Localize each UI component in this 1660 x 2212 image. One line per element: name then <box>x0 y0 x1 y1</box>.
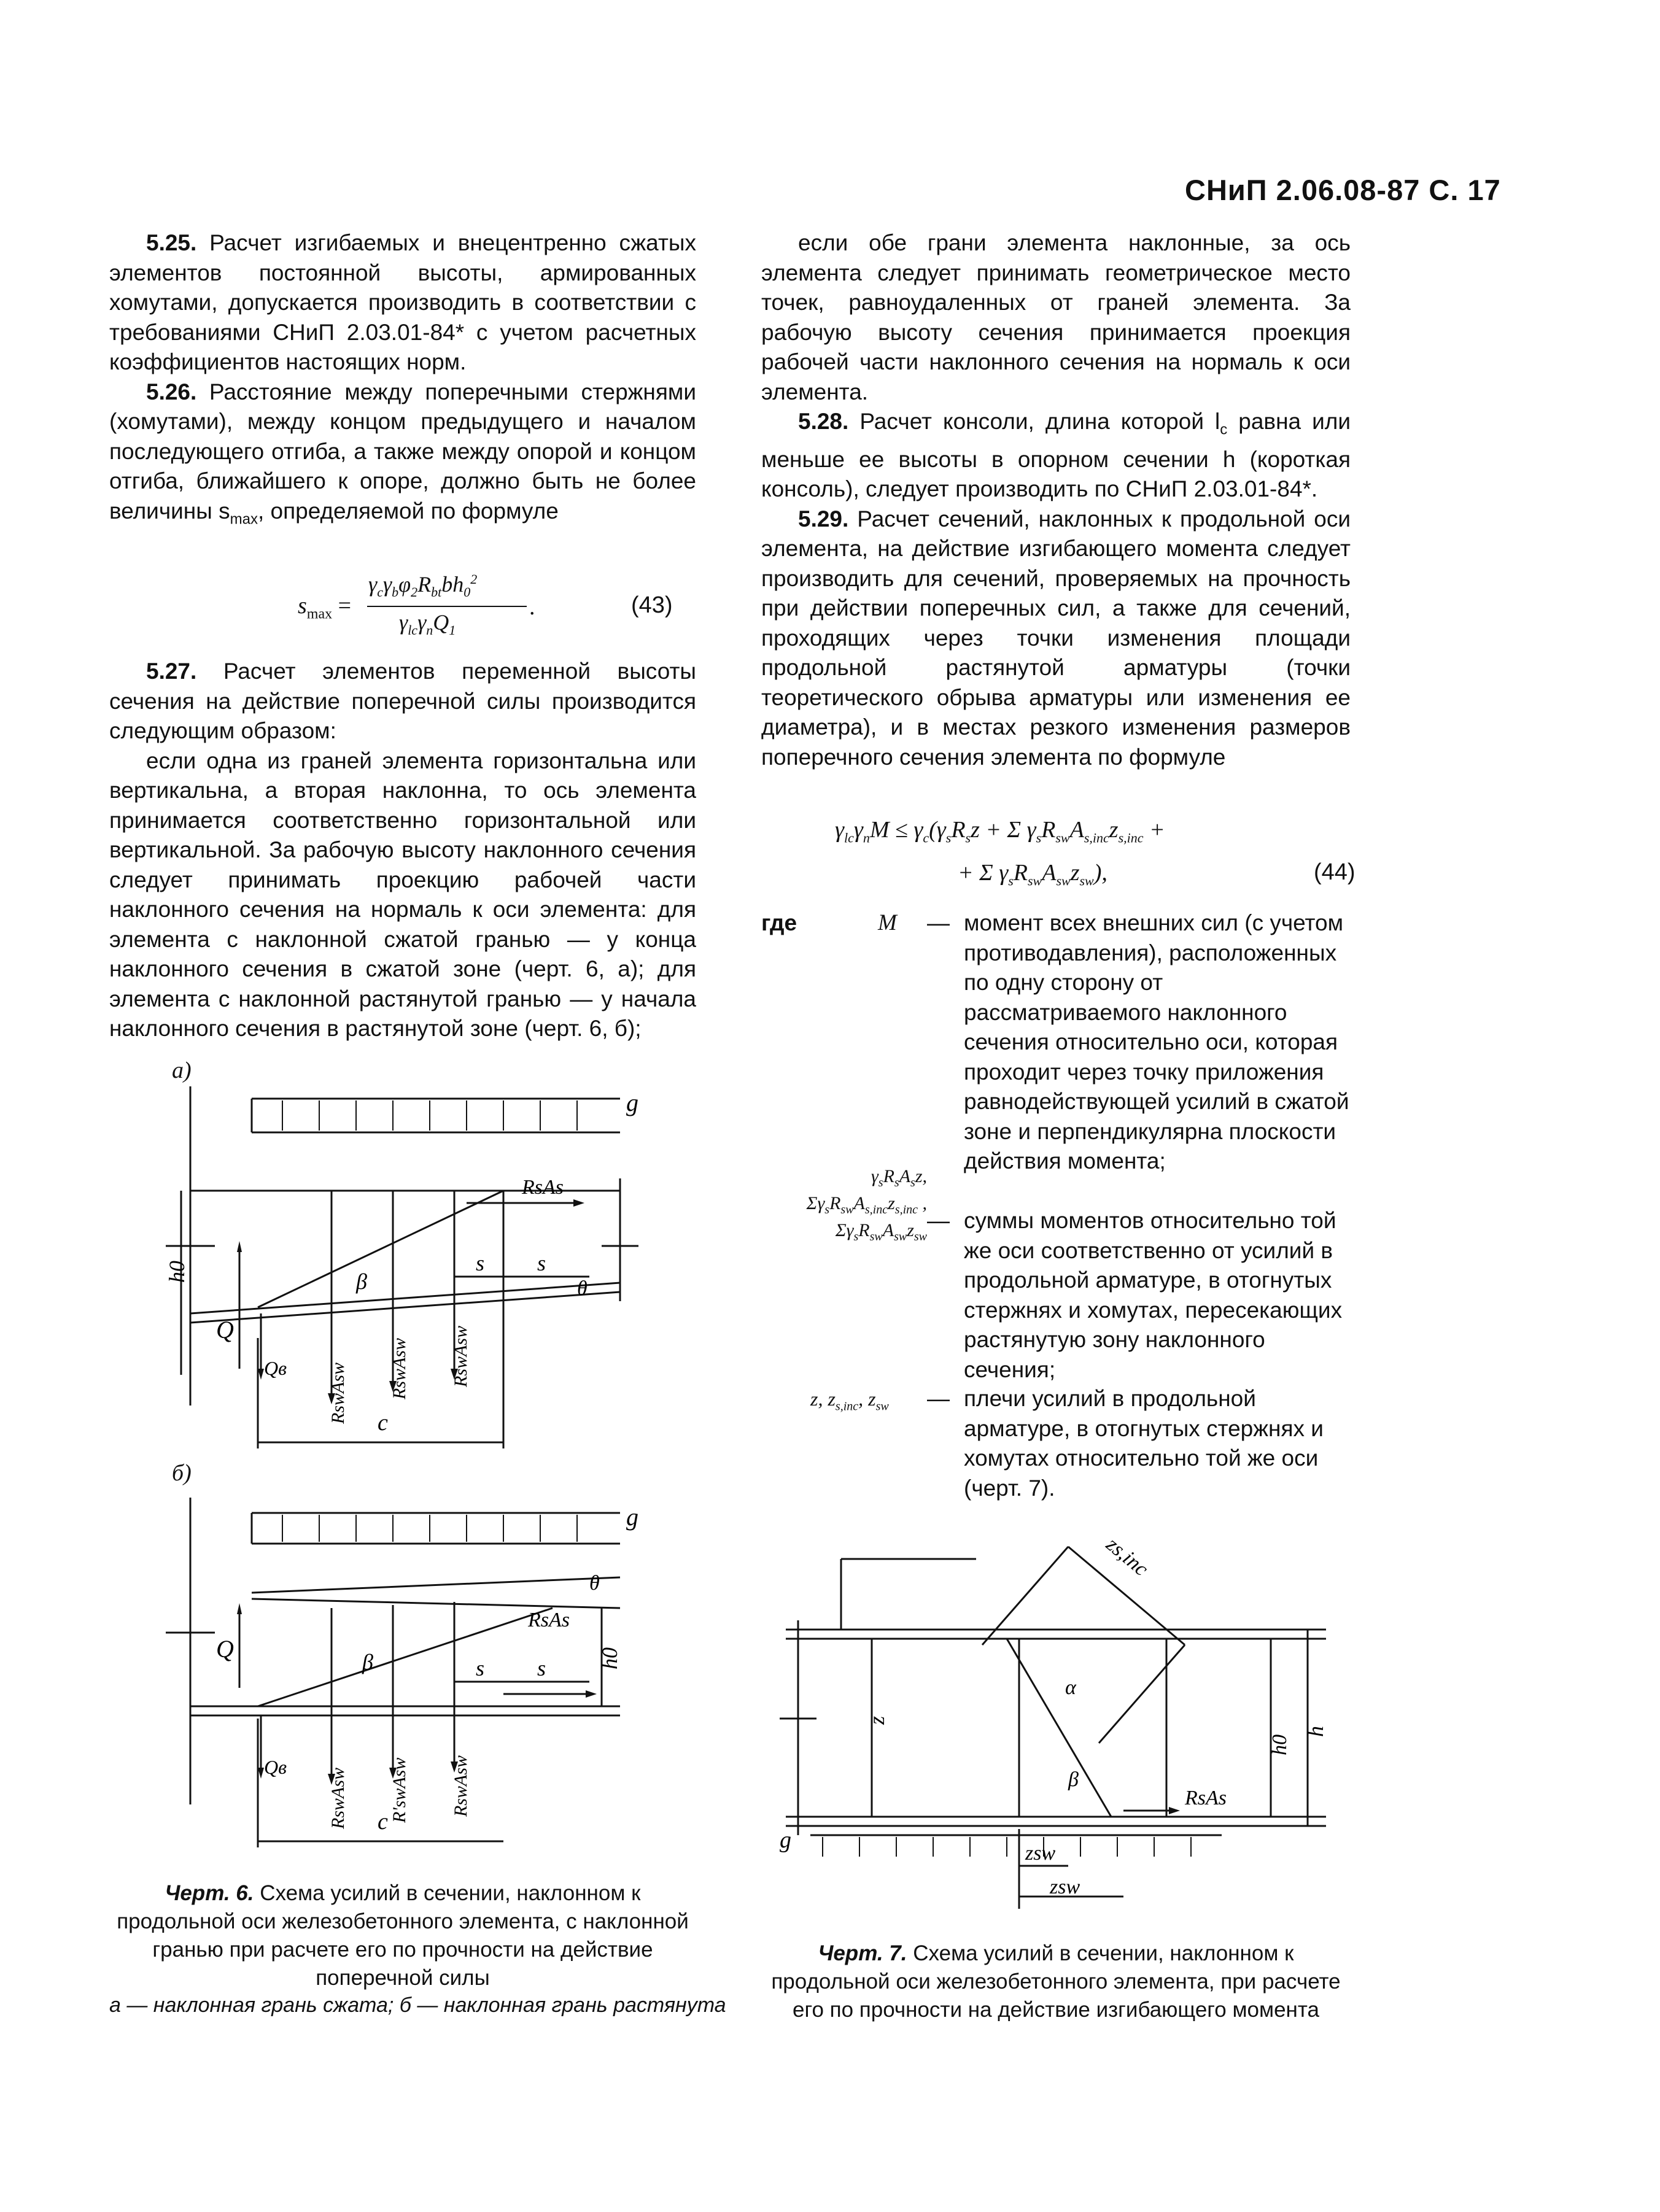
label-RswAsw-prime: R'swAsw <box>389 1757 409 1823</box>
definitions: где M — момент всех внешних сил (с учетом противодавления), расположенных по одну сторону от рассматриваемого наклонного сечения относительно оси, которая проходит через точку приложения равнодействующей усилий в сжатой зоне и перпендикулярна плоскости действия момента; $\gamma_sR_sA_sz$, $\Sigma\gamma_sR_{sw}A_{s,inc}z_{s,inc}$ , $\Sigma\gamma_sR_{sw}A_{sw}z_{sw}$ — суммы моментов относительно той же оси соответственно от усилий в продольной арматуре, в отогнутых стержнях и хомутах, пересекающих растянутую зону наклонного сечения; z, $z_{s,inc}$, $z_{sw}$ — плечи усилий в продольной арматуре, в отогнутых стержнях и хомутах относительно той же оси (черт. 7). <box>761 908 1351 1491</box>
clause-number: 5.29. <box>798 506 849 532</box>
label-s: s <box>476 1656 485 1680</box>
clause-number: 5.27. <box>146 659 197 684</box>
paragraph-5-27 <box>109 657 696 746</box>
subscript: max <box>306 606 333 622</box>
clause-text: Расчет изгибаемых и внецентренно сжатых элементов постоянной высоты, армированных хомутами, допускается производить в соответствии с требованиями СНиП 2.03.01-84* с учетом расчетных коэффициентов настоящих норм. <box>109 230 696 374</box>
label-g: g <box>780 1827 791 1853</box>
def-text: плечи усилий в продольной арматуре, в отогнутых стержнях и хомутах относительно той же оси (черт. 7). <box>964 1386 1324 1501</box>
label-RsAs: RsAs <box>528 1609 570 1631</box>
right-column <box>761 228 1351 772</box>
formula-44: $\gamma_{lc}\gamma_nM \le \gamma_c(\gamma_sR_sz + \Sigma$ $\gamma_sR_{sw}A_{s,inc}z_{s,inc}$ + + Σ $\gamma_sR_{sw}A_{sw}z_{sw}$), (44) <box>835 817 1356 889</box>
label-theta: θ <box>577 1277 588 1300</box>
figure-6b <box>160 1485 700 1860</box>
clause-number: 5.25. <box>146 230 197 255</box>
label-Qb: Qв <box>264 1357 287 1379</box>
clause-text: Расчет элементов переменной высоты сечения на действие поперечной силы производится следующим образом: <box>109 659 697 743</box>
clause-number: 5.26. <box>146 379 197 404</box>
label-RswAsw: RswAsw <box>451 1325 471 1387</box>
label-theta: θ <box>589 1572 600 1595</box>
label-beta: β <box>1068 1768 1079 1791</box>
label-s: s <box>476 1251 485 1275</box>
caption-text: Схема усилий в сечении, наклонном к продольной оси железобетонного элемента, с наклонной гранью при расчете его по прочности на действие поперечной силы <box>117 1881 689 1990</box>
page-header: СНиП 2.06.08-87 С. 17 <box>1185 174 1501 206</box>
label-h0: h0 <box>1268 1734 1291 1755</box>
paragraph-5-29 <box>761 505 1351 773</box>
formula-43: $s_{max}$ = $\gamma_c\gamma_b\varphi_2R_{bt}bh_0^2$ $\gamma_{lc}\gamma_nQ_1$ . (43) <box>298 571 673 638</box>
paragraph-5-25 <box>109 228 696 377</box>
paragraph-5-28 <box>761 407 1351 505</box>
left-column-continued <box>109 657 696 1044</box>
where-label: где <box>761 910 797 935</box>
label-g: g <box>626 1503 638 1531</box>
label-s: s <box>537 1656 546 1680</box>
label-c: c <box>378 1410 388 1436</box>
def-text: суммы моментов относительно той же оси соответственно от усилий в продольной арматуре, в отогнутых стержнях и хомутах, пересекающих растянутую зону наклонного сечения; <box>964 1208 1343 1382</box>
label-h0: h0 <box>165 1261 189 1283</box>
figure-6-subcaption: а — наклонная грань сжата; б — наклонная грань растянута <box>109 1994 726 2017</box>
label-RswAsw: RswAsw <box>328 1767 348 1829</box>
def-dash: — <box>927 1386 950 1411</box>
formula-number: (43) <box>631 592 673 618</box>
label-beta: β <box>362 1650 373 1674</box>
label-RswAsw: RswAsw <box>328 1362 348 1424</box>
label-g: g <box>626 1089 638 1116</box>
label-RsAs: RsAs <box>1185 1787 1227 1809</box>
clause-number: 5.28. <box>798 409 849 434</box>
label-z: z <box>864 1715 889 1725</box>
label-Q: Q <box>216 1316 234 1344</box>
label-h0: h0 <box>597 1647 622 1669</box>
figure-6a <box>160 1080 700 1455</box>
label-Q: Q <box>216 1635 234 1663</box>
label-RswAsw: RswAsw <box>389 1337 409 1399</box>
label-zsinc: zs,inc <box>1101 1533 1153 1581</box>
label-c: c <box>378 1809 388 1835</box>
caption-text: Схема усилий в сечении, наклонном к продольной оси железобетонного элемента, при расчете его по прочности на действие изгибающего момента <box>771 1941 1341 2022</box>
label-h: h <box>1303 1726 1328 1737</box>
clause-text: , определяемой по формуле <box>257 498 559 524</box>
paragraph-5-26 <box>109 377 696 535</box>
figure-6-b-label: б) <box>172 1460 192 1486</box>
clause-text: Расчет сечений, наклонных к продольной оси элемента, на действие изгибающего момента следует производить для сечений, проверяемых на прочность при действии поперечных сил, а также для сечений, проходящих через точки изменения площади продольной растянутой арматуры (точки теоретического обрыва арматуры или изменения ее диаметра), и в местах резкого изменения размеров поперечного сечения элемента по формуле <box>761 506 1351 770</box>
subscript: max <box>230 510 258 527</box>
label-RswAsw: RswAsw <box>451 1755 471 1817</box>
paragraph-5-27-cont: если обе грани элемента наклонные, за ось элемента следует принимать геометрическое место точек, равноудаленных от граней элемента. За рабочую высоту сечения принимается проекция рабочей части наклонного сечения на нормаль к оси элемента. <box>761 230 1351 404</box>
paragraph-5-27-item: если одна из граней элемента горизонтальна или вертикальна, а вторая наклонна, то ось элемента принимается соответственно горизонтальной или вертикальной. За рабочую высоту наклонного сечения следует принимать проекцию рабочей части наклонного сечения на нормаль к оси элемента: для элемента с наклонной сжатой гранью — у конца наклонного сечения в сжатой зоне (черт. 6, а); для элемента с наклонной растянутой гранью — у начала наклонного сечения в растянутой зоне (черт. 6, б); <box>109 748 696 1041</box>
caption-label: Черт. 7. <box>818 1941 907 1965</box>
subscript: c <box>1220 421 1228 438</box>
label-RsAs: RsAs <box>522 1176 564 1199</box>
label-zsw: zsw <box>1025 1842 1056 1865</box>
label-alpha: α <box>1065 1676 1076 1699</box>
def-symbol: M <box>878 910 897 935</box>
label-Qb: Qв <box>264 1756 287 1778</box>
figure-7 <box>780 1522 1344 1915</box>
figure-7-caption <box>761 1939 1351 2024</box>
clause-text: Расчет консоли, длина которой l <box>859 409 1220 434</box>
formula-number: (44) <box>1314 859 1356 885</box>
left-column <box>109 228 696 534</box>
clause-text: равна или меньше ее высоты в опорном сечении h (короткая консоль), следует производить по СНиП 2.03.01-84*. <box>761 409 1351 502</box>
formula-lhs: s <box>298 593 307 619</box>
clause-text: Расстояние между поперечными стержнями (хомутами), между концом предыдущего и началом последующего отгиба, а также между опорой и концом отгиба, ближайшего к опоре, должно быть не более величины s <box>109 379 696 524</box>
figure-6-caption <box>109 1879 696 1992</box>
figure-6-a-label: а) <box>172 1058 192 1083</box>
label-s: s <box>537 1251 546 1275</box>
label-zsw: zsw <box>1050 1876 1080 1898</box>
caption-label: Черт. 6. <box>165 1881 254 1905</box>
def-text: момент всех внешних сил (с учетом противодавления), расположенных по одну сторону от рассматриваемого наклонного сечения относительно оси, которая проходит через точку приложения равнодействующей усилий в сжатой зоне и перпендикулярна плоскости действия момента; <box>964 910 1349 1174</box>
def-dash: — <box>927 910 950 935</box>
def-dash: — <box>927 1208 950 1233</box>
label-beta: β <box>356 1269 367 1294</box>
